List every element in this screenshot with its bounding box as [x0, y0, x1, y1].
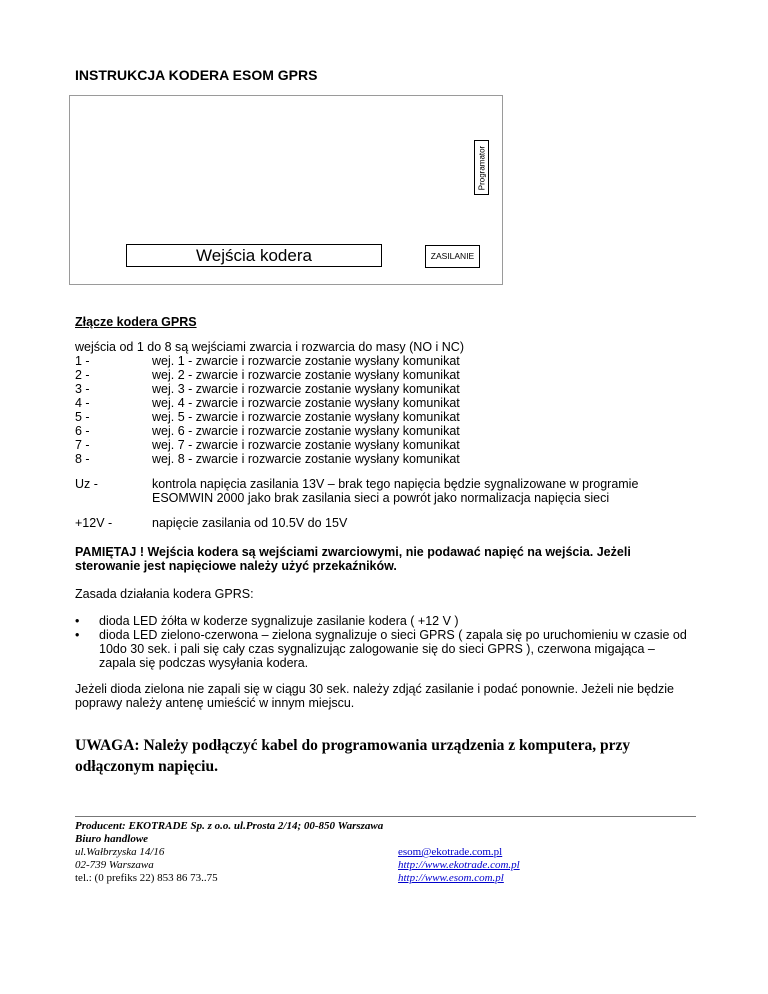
- bullet-list: [75, 614, 695, 670]
- power-block: ZASILANIE: [425, 245, 480, 268]
- v12-row: [75, 516, 347, 530]
- input-description: wej. 4 - zwarcie i rozwarcie zostanie wysłany komunikat: [152, 396, 460, 410]
- bullet-item: • dioda LED zielono-czerwona – zielona sygnalizuje o sieci GPRS ( zapala się po uruchomieniu w czasie od 10do 30 sek. i pali się cały czas sygnalizując zalogowanie się do sieci GPRS ), czerwona migająca – zapala się podczas wysyłania kodera.: [75, 628, 687, 670]
- input-description: wej. 3 - zwarcie i rozwarcie zostanie wysłany komunikat: [152, 382, 460, 396]
- footer-producer: Producent: EKOTRADE Sp. z o.o. ul.Prosta 2/14; 00-850 Warszawa: [75, 820, 384, 832]
- programmer-port: [474, 140, 489, 195]
- zasada-heading: Zasada działania kodera GPRS:: [75, 587, 254, 601]
- input-number: 5 -: [75, 410, 90, 424]
- footer-web1-link[interactable]: http://www.ekotrade.com.pl: [398, 859, 520, 871]
- section-heading: Złącze kodera GPRS: [75, 315, 197, 329]
- input-description: wej. 6 - zwarcie i rozwarcie zostanie wysłany komunikat: [152, 424, 460, 438]
- input-description: wej. 5 - zwarcie i rozwarcie zostanie wysłany komunikat: [152, 410, 460, 424]
- footer-office: Biuro handlowe: [75, 833, 149, 845]
- uwaga-warning: UWAGA: Należy podłączyć kabel do programowania urządzenia z komputera, przy odłączonym napięciu.: [75, 737, 631, 775]
- note-text: Jeżeli dioda zielona nie zapali się w ciągu 30 sek. należy zdjąć zasilanie i podać ponownie. Jeżeli nie będzie poprawy należy antenę umieścić w innym miejscu.: [75, 682, 674, 710]
- warning-text: PAMIĘTAJ ! Wejścia kodera są wejściami zwarciowymi, nie podawać napięć na wejścia. Jeżeli sterowanie jest napięciowe należy użyć przekaźników.: [75, 545, 631, 573]
- input-number: 1 -: [75, 354, 90, 368]
- uz-label: Uz -: [75, 477, 98, 491]
- input-number: 2 -: [75, 368, 90, 382]
- footer-divider: [75, 816, 696, 817]
- input-description: wej. 7 - zwarcie i rozwarcie zostanie wysłany komunikat: [152, 438, 460, 452]
- input-number: 6 -: [75, 424, 90, 438]
- input-number: 3 -: [75, 382, 90, 396]
- bullet-icon: •: [75, 614, 80, 628]
- input-number: 4 -: [75, 396, 90, 410]
- input-description: wej. 2 - zwarcie i rozwarcie zostanie wysłany komunikat: [152, 368, 460, 382]
- bullet-item: • dioda LED żółta w koderze sygnalizuje zasilanie kodera ( +12 V ): [75, 614, 459, 628]
- footer-web2-link[interactable]: http://www.esom.com.pl: [398, 872, 504, 884]
- input-description: wej. 8 - zwarcie i rozwarcie zostanie wysłany komunikat: [152, 452, 460, 466]
- footer-city: 02-739 Warszawa: [75, 859, 154, 871]
- input-row: [75, 382, 460, 396]
- input-description: wej. 1 - zwarcie i rozwarcie zostanie wysłany komunikat: [152, 354, 460, 368]
- footer-street: ul.Wałbrzyska 14/16: [75, 846, 165, 858]
- coder-inputs-block: Wejścia kodera: [126, 244, 382, 267]
- input-row: [75, 410, 460, 424]
- page-title: INSTRUKCJA KODERA ESOM GPRS: [75, 67, 318, 83]
- v12-desc: napięcie zasilania od 10.5V do 15V: [152, 516, 348, 530]
- input-row: [75, 452, 460, 466]
- connector-diagram: [69, 95, 503, 285]
- input-number: 8 -: [75, 452, 90, 466]
- v12-label: +12V -: [75, 516, 113, 530]
- input-number: 7 -: [75, 438, 90, 452]
- footer-email-link[interactable]: esom@ekotrade.com.pl: [398, 846, 503, 858]
- footer-phone: tel.: (0 prefiks 22) 853 86 73..75: [75, 872, 218, 884]
- input-row: [75, 396, 460, 410]
- uz-line1: kontrola napięcia zasilania 13V – brak tego napięcia będzie sygnalizowane w programie: [152, 477, 639, 491]
- input-row: [75, 438, 460, 452]
- inputs-intro: wejścia od 1 do 8 są wejściami zwarcia i rozwarcia do masy (NO i NC): [75, 340, 465, 354]
- programmer-label: Programator: [477, 145, 486, 190]
- uz-line2: ESOMWIN 2000 jako brak zasilania sieci a powrót jako normalizacja napięcia sieci: [152, 491, 610, 505]
- input-row: [75, 424, 460, 438]
- bullet-icon: •: [75, 628, 80, 642]
- uz-row: [75, 477, 638, 491]
- input-row: [75, 354, 460, 368]
- input-row: [75, 368, 460, 382]
